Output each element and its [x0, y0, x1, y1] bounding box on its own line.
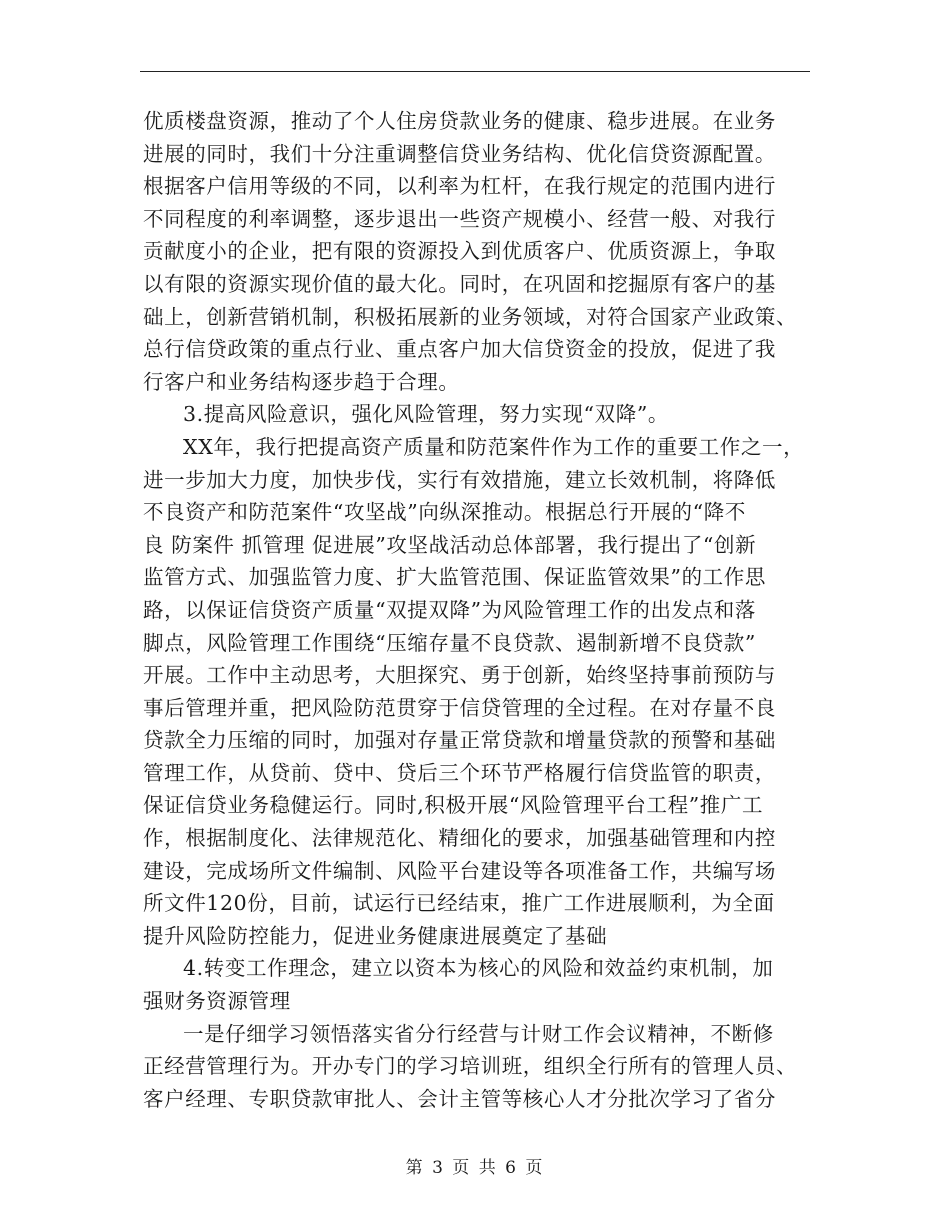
text-line: 不良资产和防范案件“攻坚战”向纵深推动。根据总行开展的“降不 — [143, 500, 746, 525]
text-line: 作，根据制度化、法律规范化、精细化的要求，加强基础管理和内控 — [143, 826, 776, 851]
text-line: 客户经理、专职贷款审批人、会计主管等核心人才分批次学习了省分 — [143, 1086, 776, 1111]
text-line: 总行信贷政策的重点行业、重点客户加大信贷资金的投放，促进了我 — [143, 337, 776, 362]
text-line: 事后管理并重，把风险防范贯穿于信贷管理的全过程。在对存量不良 — [143, 695, 776, 720]
text-line: 根据客户信用等级的不同，以利率为杠杆，在我行规定的范围内进行 — [143, 174, 776, 199]
text-line: 进展的同时，我们十分注重调整信贷业务结构、优化信贷资源配置。 — [143, 141, 776, 166]
text-line: 贷款全力压缩的同时，加强对存量正常贷款和增量贷款的预警和基础 — [143, 728, 776, 753]
text-line: 贡献度小的企业，把有限的资源投入到优质客户、优质资源上，争取 — [143, 239, 776, 264]
text-line: 保证信贷业务稳健运行。同时,积极开展“风险管理平台工程”推广工 — [143, 793, 764, 818]
text-line: 行客户和业务结构逐步趋于合理。 — [143, 369, 460, 394]
body-text — [143, 105, 811, 1115]
page-footer: 第 3 页 共 6 页 — [405, 1158, 545, 1178]
text-line: 提升风险防控能力，促进业务健康进展奠定了基础 — [143, 923, 608, 948]
text-line: 不同程度的利率调整，逐步退出一些资产规模小、经营一般、对我行 — [143, 206, 776, 231]
text-line: 进一步加大力度，加快步伐，实行有效措施，建立长效机制，将降低 — [143, 467, 776, 492]
text-line: 3.提高风险意识，强化风险管理，努力实现“双降”。 — [183, 402, 670, 427]
text-line: 建设，完成场所文件编制、风险平台建设等各项准备工作，共编写场 — [143, 858, 776, 883]
header-rule — [140, 71, 810, 72]
text-line: 4.转变工作理念，建立以资本为核心的风险和效益约束机制，加 — [183, 956, 774, 981]
text-line: 所文件120份，目前，试运行已经结束，推广工作进展顺利，为全面 — [143, 891, 775, 916]
text-line: 优质楼盘资源，推动了个人住房贷款业务的健康、稳步进展。在业务 — [143, 109, 776, 133]
text-line: XX年，我行把提高资产质量和防范案件作为工作的重要工作之一， — [183, 434, 805, 459]
text-line: 正经营管理行为。开办专门的学习培训班，组织全行所有的管理人员、 — [143, 1054, 798, 1079]
text-line: 脚点，风险管理工作围绕“压缩存量不良贷款、遏制新增不良贷款” — [143, 630, 756, 655]
text-line: 强财务资源管理 — [143, 989, 291, 1014]
text-line: 路，以保证信贷资产质量“双提双降”为风险管理工作的出发点和落 — [143, 597, 756, 622]
text-line: 础上，创新营销机制，积极拓展新的业务领域，对符合国家产业政策、 — [143, 304, 798, 329]
text-line: 开展。工作中主动思考，大胆探究、勇于创新，始终坚持事前预防与 — [143, 663, 776, 688]
text-line: 良 防案件 抓管理 促进展”攻坚战活动总体部署，我行提出了“创新 — [143, 532, 757, 557]
text-line: 管理工作，从贷前、贷中、贷后三个环节严格履行信贷监管的职责， — [143, 760, 776, 785]
text-line: 监管方式、加强监管力度、扩大监管范围、保证监管效果”的工作思 — [143, 565, 766, 590]
text-line: 一是仔细学习领悟落实省分行经营与计财工作会议精神，不断修 — [183, 1021, 774, 1046]
text-line: 以有限的资源实现价值的最大化。同时，在巩固和挖掘原有客户的基 — [143, 271, 776, 296]
